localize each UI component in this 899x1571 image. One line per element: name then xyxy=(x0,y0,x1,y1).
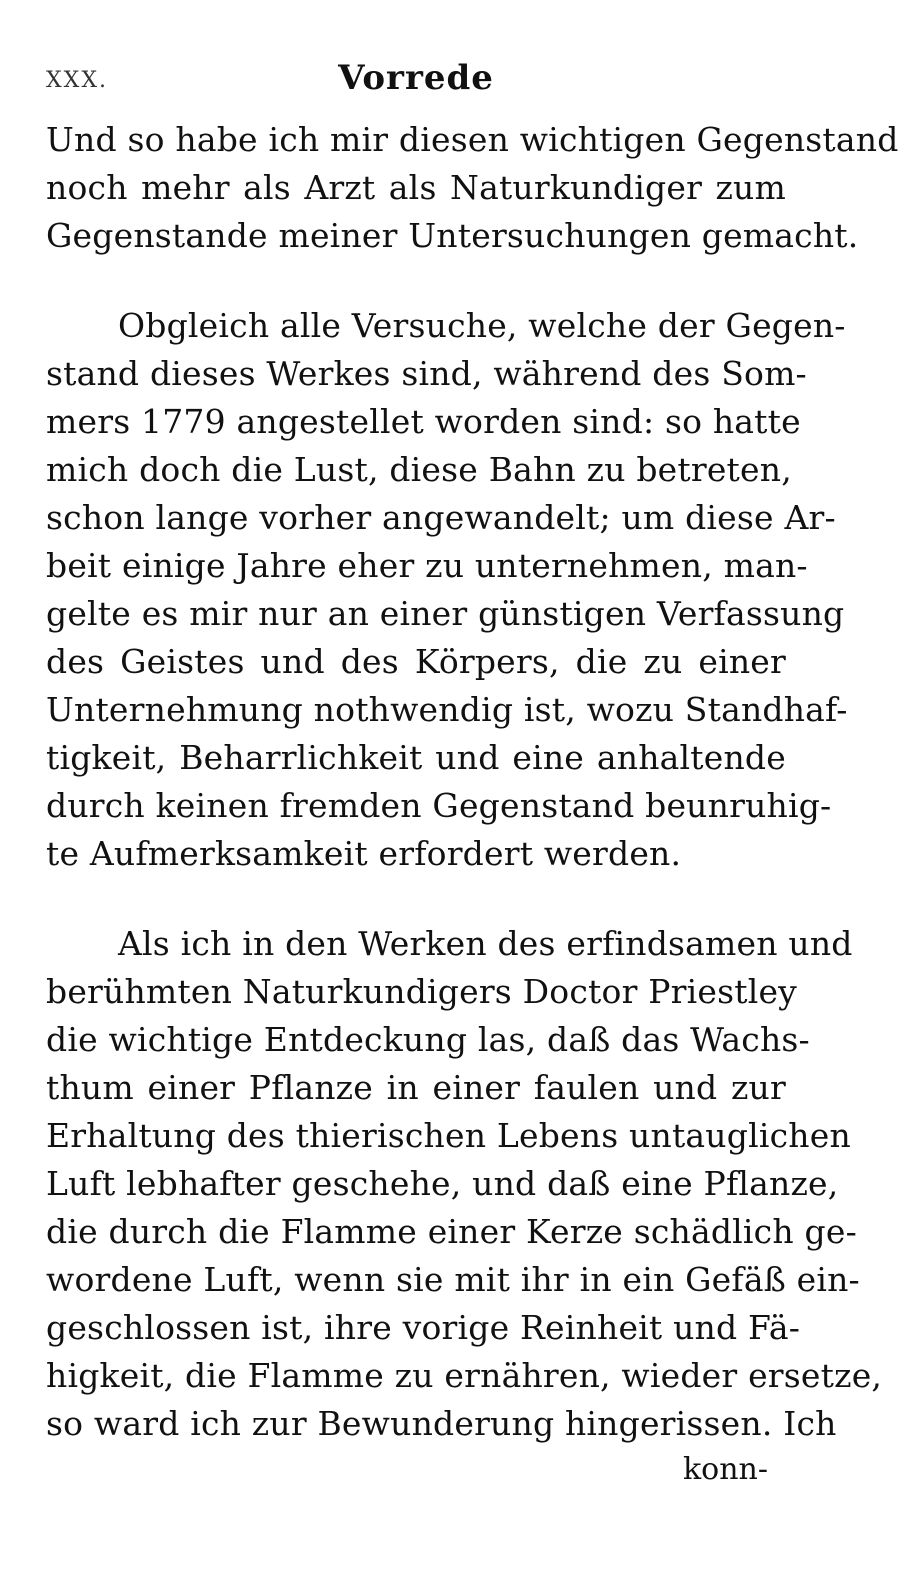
text-line: noch mehr als Arzt als Naturkundiger zum xyxy=(46,168,786,207)
page-number: XXX. xyxy=(46,68,108,93)
text-line: Luft lebhafter geschehe, und daß eine Pflanze, xyxy=(46,1164,839,1203)
text-line: te Aufmerksamkeit erfordert werden. xyxy=(46,834,682,873)
text-line: wordene Luft, wenn sie mit ihr in ein Gefäß ein- xyxy=(46,1260,860,1299)
text-line: Und so habe ich mir diesen wichtigen Gegenstand xyxy=(46,120,899,159)
running-title: Vorrede xyxy=(338,58,494,98)
catchword: konn- xyxy=(682,1452,768,1487)
text-line: so ward ich zur Bewunderung hingerissen. Ich xyxy=(46,1404,837,1443)
text-line: Unternehmung nothwendig ist, wozu Standhaf- xyxy=(46,690,848,729)
text-line: Erhaltung des thierischen Lebens untauglichen xyxy=(46,1116,851,1155)
text-line: beit einige Jahre eher zu unternehmen, man- xyxy=(46,546,808,585)
text-line: mich doch die Lust, diese Bahn zu betreten, xyxy=(46,450,792,489)
text-line: des Geistes und des Körpers, die zu einer xyxy=(46,642,786,681)
text-line: tigkeit, Beharrlichkeit und eine anhaltende xyxy=(46,738,786,777)
text-line: stand dieses Werkes sind, während des Som- xyxy=(46,354,807,393)
text-line: higkeit, die Flamme zu ernähren, wieder ersetze, xyxy=(46,1356,883,1395)
text-line: die wichtige Entdeckung las, daß das Wachs- xyxy=(46,1020,810,1059)
text-line: Obgleich alle Versuche, welche der Gegen- xyxy=(118,306,846,345)
text-line: Als ich in den Werken des erfindsamen und xyxy=(118,924,853,963)
text-line: Gegenstande meiner Untersuchungen gemacht. xyxy=(46,216,859,255)
text-line: gelte es mir nur an einer günstigen Verfassung xyxy=(46,594,845,633)
text-line: berühmten Naturkundigers Doctor Priestley xyxy=(46,972,798,1011)
text-line: schon lange vorher angewandelt; um diese Ar- xyxy=(46,498,836,537)
page-header xyxy=(46,58,786,108)
text-line: geschlossen ist, ihre vorige Reinheit und Fä- xyxy=(46,1308,801,1347)
text-line: thum einer Pflanze in einer faulen und zur xyxy=(46,1068,786,1107)
text-line: durch keinen fremden Gegenstand beunruhig- xyxy=(46,786,832,825)
text-line: mers 1779 angestellet worden sind: so hatte xyxy=(46,402,801,441)
text-line: die durch die Flamme einer Kerze schädlich ge- xyxy=(46,1212,857,1251)
